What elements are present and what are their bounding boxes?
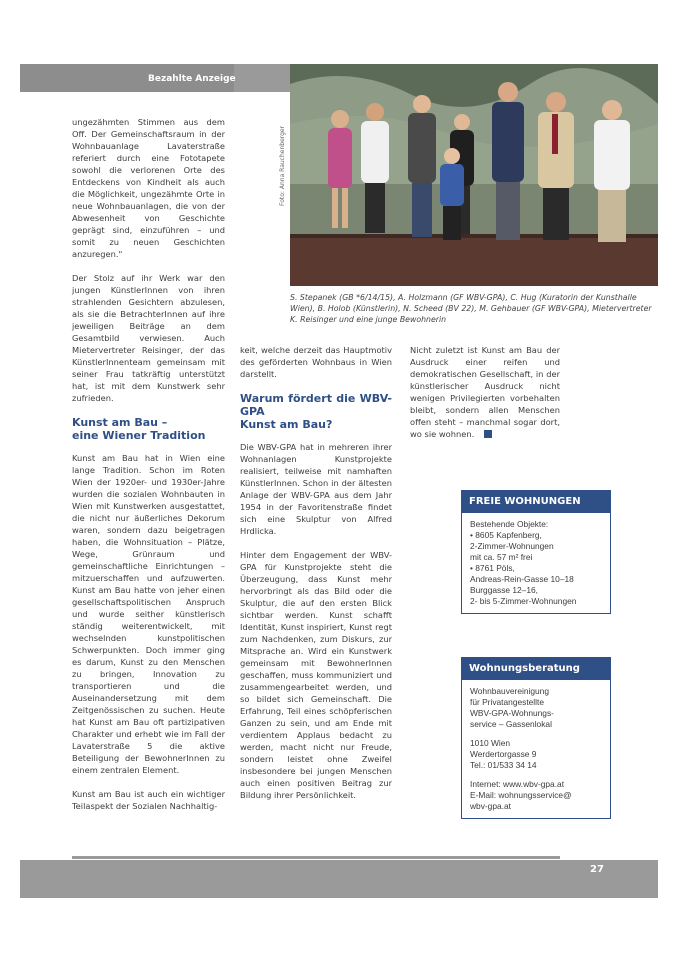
col2-heading-line-1: Warum fördert die WBV-GPA	[240, 392, 392, 418]
housing-advice-body	[461, 680, 611, 819]
col2-heading-line-2: Kunst am Bau?	[240, 418, 333, 431]
column-3	[410, 344, 560, 440]
free-apartments-line: Bestehende Objekte:	[470, 519, 549, 529]
person-6	[538, 92, 574, 240]
col1-paragraph-2: Der Stolz auf ihr Werk war den jungen KünstlerInnen von ihren strahlenden Gesichtern abzulesen, als sie die BetrachterInnen auf ihre jeweiligen Beiträge an dem Gesamtbild verwiesen. Auch Mietervertreter Reisinger, der das KünstlerInnenteam gemeinsam mit seiner Frau tatkräftig unterstützt hat, ist mit dem Kunstwerk sehr zufrieden.	[72, 273, 225, 403]
free-apartments-line: Andreas-Rein-Gasse 10–18	[470, 574, 574, 584]
col1-heading-line-2: eine Wiener Tradition	[72, 429, 206, 442]
person-2	[361, 103, 389, 233]
col1-paragraph-4: Kunst am Bau ist auch ein wichtiger Teilaspekt der Sozialen Nachhaltig-	[72, 789, 225, 811]
advice-address-line: Werdertorgasse 9	[470, 749, 537, 759]
advice-org-line: WBV-GPA-Wohnungs-	[470, 708, 554, 718]
group-photo	[290, 64, 658, 286]
free-apartments-title: FREIE WOHNUNGEN	[461, 490, 611, 513]
free-apartments-line: • 8761 Pöls,	[470, 563, 515, 573]
col2-paragraph-1: keit, welche derzeit das Hauptmotiv des geförderten Wohnbaus in Wien darstellt.	[240, 345, 392, 379]
free-apartments-line: 2- bis 5-Zimmer-Wohnungen	[470, 596, 577, 606]
advice-contact-line: E-Mail: wohnungsservice@	[470, 790, 572, 800]
housing-advice-title: Wohnungsberatung	[461, 657, 611, 680]
footer-bar	[20, 860, 658, 898]
advice-contact-line: Internet: www.wbv-gpa.at	[470, 779, 565, 789]
advice-contact-line: wbv-gpa.at	[470, 801, 511, 811]
group-photo-image	[290, 64, 658, 286]
ad-label: Bezahlte Anzeige	[148, 74, 236, 84]
column-1	[72, 116, 225, 824]
col1-paragraph-3: Kunst am Bau hat in Wien eine lange Tradition. Schon im Roten Wien der 1920er- und 1930er-Jahre wurden die sozialen Wohnbauten in Wien mit Kunstwerken ausgestattet, die nicht nur äußerliches Dekorum waren, sondern dazu beigetragen haben, die Wohnsituation – Plätze, Wege, Grünraum und gemeinschaftliche Einrichtungen – mitzuerschaffen und aufzuwerten. Kunst am Bau hatte von jeher einen gesellschaftspolitischen Anspruch und wurde seither künstlerisch ständig weiterentwickelt, mit wechselnden kunstpolitischen Schwerpunkten. Doch immer ging es darum, Kunst zu den Menschen zu bringen, Innovation zu transportieren und die Auseinandersetzung mit dem Zeitgenössischen zu suchen. Heute hat Kunst am Bau oft partizipativen Charakter und erhebt wie im Fall der Lavaterstraße 5 die aktive Beteiligung der BewohnerInnen zu einem zentralen Element.	[72, 453, 225, 775]
page-number: 27	[590, 864, 604, 875]
person-7	[594, 100, 630, 242]
col3-paragraph-1: Nicht zuletzt ist Kunst am Bau der Ausdruck einer reifen und demokratischen Gesellschaft, in der künstlerischer Ausdruck nicht wenigen Privilegierten vorbehalten bleibt, sondern allen Menschen offen steht – manchmal sogar dort, wo sie wohnen.	[410, 345, 560, 439]
advice-contact	[470, 779, 602, 812]
advice-address-line: 1010 Wien	[470, 738, 511, 748]
free-apartments-line: Burggasse 12–16,	[470, 585, 538, 595]
free-apartments-line: • 8605 Kapfenberg,	[470, 530, 542, 540]
advice-organisation	[470, 686, 602, 730]
column-2	[240, 344, 392, 813]
advice-org-line: service – Gassenlokal	[470, 719, 552, 729]
col2-paragraph-2: Die WBV-GPA hat in mehreren ihrer Wohnanlagen Kunstprojekte realisiert, teilweise mit namhaften KünstlerInnen. Schon in der ältesten Anlage der WBV-GPA aus dem Jahr 1954 in der Favoritenstraße findet sich eine Skulptur von Alfred Hrdlicka.	[240, 442, 392, 536]
housing-advice-box	[461, 657, 611, 819]
free-apartments-body	[461, 513, 611, 614]
col3-paragraph-wrap	[410, 344, 560, 440]
free-apartments-line: mit ca. 57 m² frei	[470, 552, 533, 562]
footer-divider	[72, 856, 560, 859]
col1-heading-line-1: Kunst am Bau –	[72, 416, 168, 429]
person-3	[408, 95, 436, 237]
end-square-icon	[484, 430, 492, 438]
col1-paragraph-1: ungezähmten Stimmen aus dem Off. Der Gemeinschaftsraum in der Wohnbauanlage Lavaterstraße referiert durch eine Fototapete sowohl die verlorenen Orte des Entdeckens von Kindheit als auch die Möglichkeit, ungezähmte Orte in neue Wohnbauanlagen, die von der Abwesenheit von Geschichte geprägt sind, einzuführen – und somit zu neuen Geschichten anzuregen."	[72, 117, 225, 259]
free-apartments-box	[461, 490, 611, 614]
free-apartments-line: 2-Zimmer-Wohnungen	[470, 541, 554, 551]
advice-org-line: Wohnbauvereinigung	[470, 686, 550, 696]
col2-paragraph-3: Hinter dem Engagement der WBV-GPA für Kunstprojekte steht die Überzeugung, dass Kunst mehr hervorbringt als das Bild oder die Skulptur, die auf den ersten Blick sichtbar werden. Kunst schafft Identität, Kunst inspiriert, Kunst regt zum Nachdenken, zum Diskurs, zur Mitsprache an. Wird ein Kunstwerk gemeinsam mit BewohnerInnen geschaffen, muss kommuniziert und zusammengearbeitet werden, und so bildet sich Gemeinschaft. Die Erfahrung, Teil eines schöpferischen Ganzen zu sein, und am Ende mit verdientem Applaus bedacht zu werden, macht nicht nur Freude, sondern leistet ohne Zweifel insbesondere bei jungen Menschen auch einen positiven Beitrag zur Bildung ihrer Persönlichkeit.	[240, 550, 392, 800]
col2-heading	[240, 392, 392, 431]
person-5	[492, 82, 524, 240]
advice-address	[470, 738, 602, 771]
advice-org-line: für Privatangestellte	[470, 697, 545, 707]
advice-address-line: Tel.: 01/533 34 14	[470, 760, 537, 770]
photo-caption: S. Stepanek (GB *6/14/15), A. Holzmann (GF WBV-GPA), C. Hug (Kuratorin der Kunsthalle Wien), B. Holob (Künstlerin), N. Scheed (BV 22), M. Gehbauer (GF WBV-GPA), Mietervertreter K. Reisinger und eine junge Bewohnerin	[290, 293, 652, 324]
col1-heading	[72, 416, 225, 442]
photo-credit: Foto: Anna Rauchenberger	[279, 125, 286, 206]
